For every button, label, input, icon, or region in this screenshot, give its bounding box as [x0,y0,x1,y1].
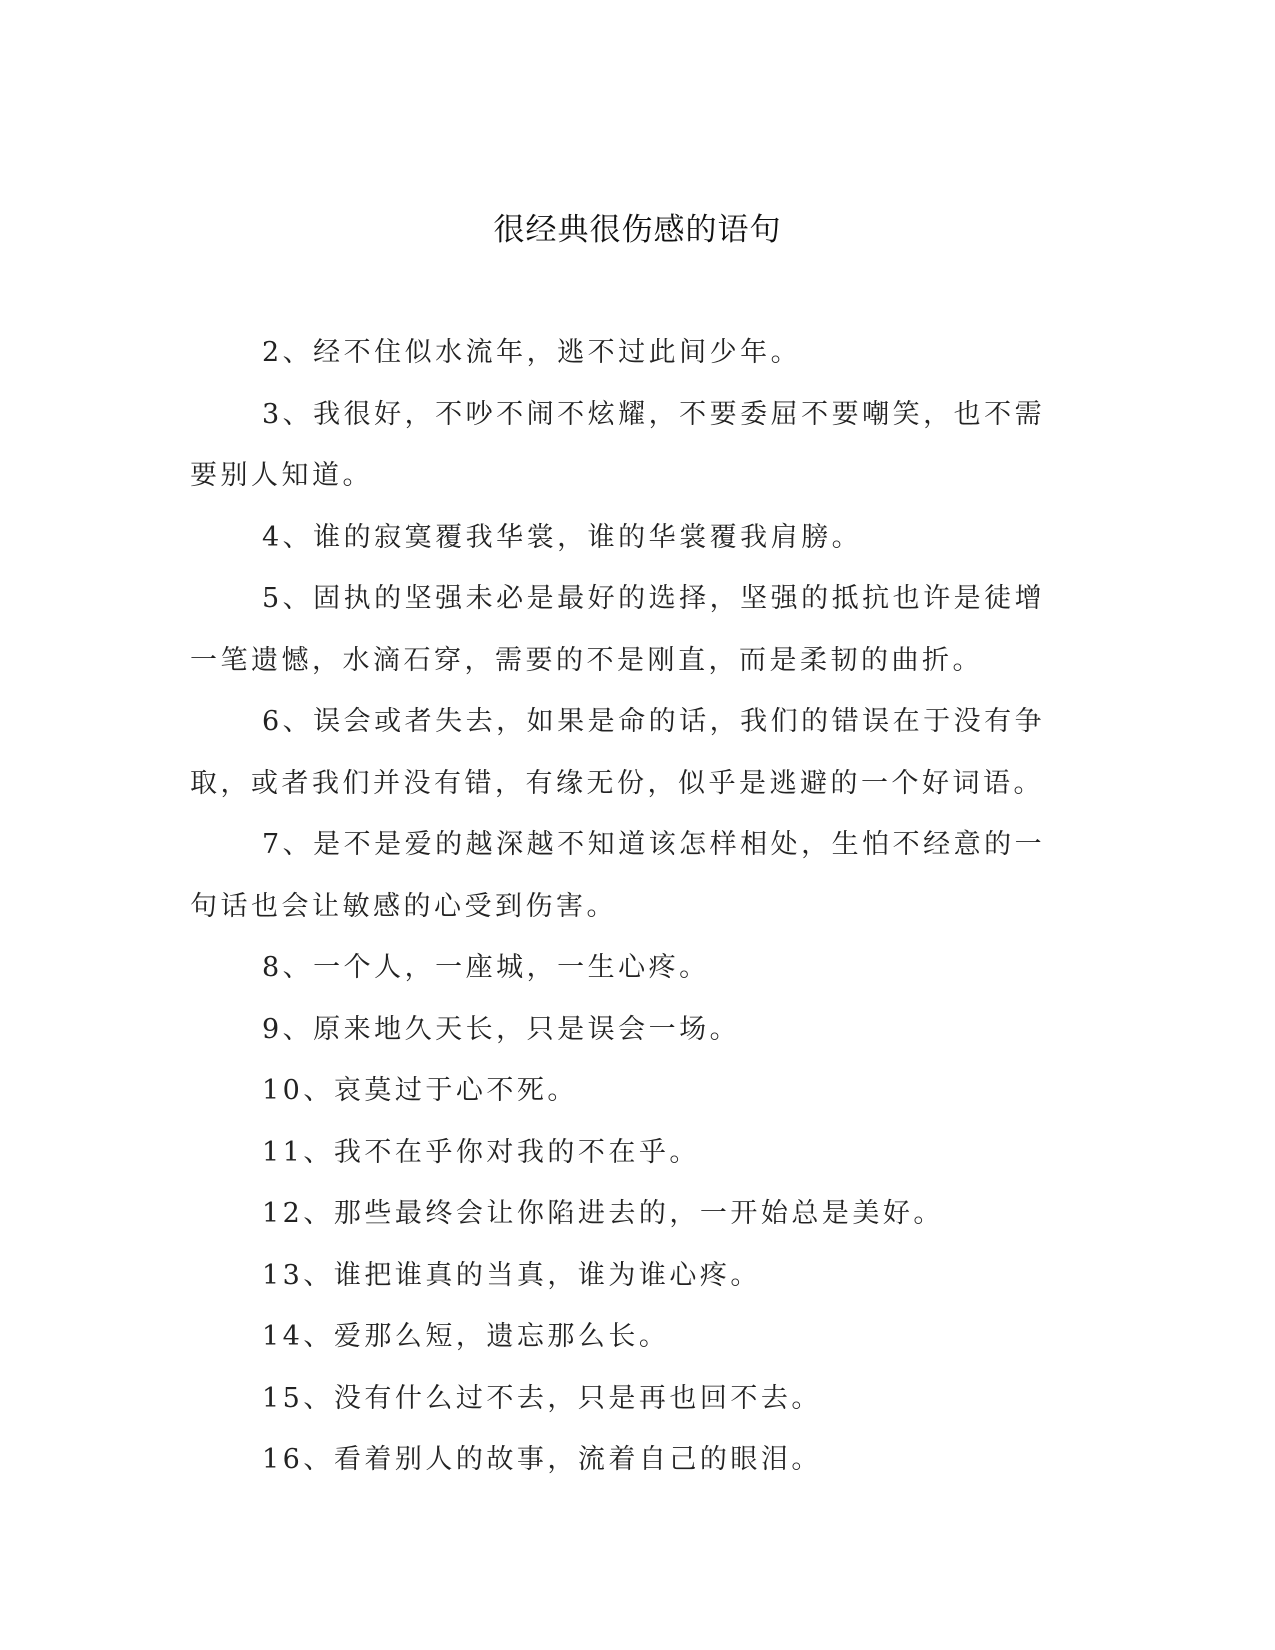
paragraph: 10、哀莫过于心不死。 [262,1075,578,1106]
paragraph: 2、经不住似水流年，逃不过此间少年。 [262,337,802,368]
paragraph: 7、是不是爱的越深越不知道该怎样相处，生怕不经意的一句话也会让敏感的心受到伤害。 [190,829,1046,922]
paragraph: 4、谁的寂寞覆我华裳，谁的华裳覆我肩膀。 [262,521,863,553]
paragraph: 15、没有什么过不去，只是再也回不去。 [262,1382,822,1414]
paragraph: 12、那些最终会让你陷进去的，一开始总是美好。 [262,1198,944,1229]
paragraph: 14、爱那么短，遗忘那么长。 [262,1321,670,1352]
paragraph: 3、我很好，不吵不闹不炫耀，不要委屈不要嘲笑，也不需要别人知道。 [190,398,1046,491]
document-body [190,322,1060,1491]
paragraph: 8、一个人，一座城，一生心疼。 [262,952,710,983]
paragraph: 6、误会或者失去，如果是命的话，我们的错误在于没有争取，或者我们并没有错，有缘无份，似乎是逃避的一个好词语。 [190,706,1046,799]
document-title: 很经典很伤感的语句 [493,212,782,248]
paragraph: 5、固执的坚强未必是最好的选择，坚强的抵抗也许是徒增一笔遗憾，水滴石穿，需要的不是刚直，而是柔韧的曲折。 [190,583,1046,676]
paragraph: 16、看着别人的故事，流着自己的眼泪。 [262,1444,822,1475]
paragraph: 11、我不在乎你对我的不在乎。 [262,1136,700,1168]
paragraph: 13、谁把谁真的当真，谁为谁心疼。 [262,1259,761,1291]
paragraph: 9、原来地久天长，只是误会一场。 [262,1013,741,1045]
